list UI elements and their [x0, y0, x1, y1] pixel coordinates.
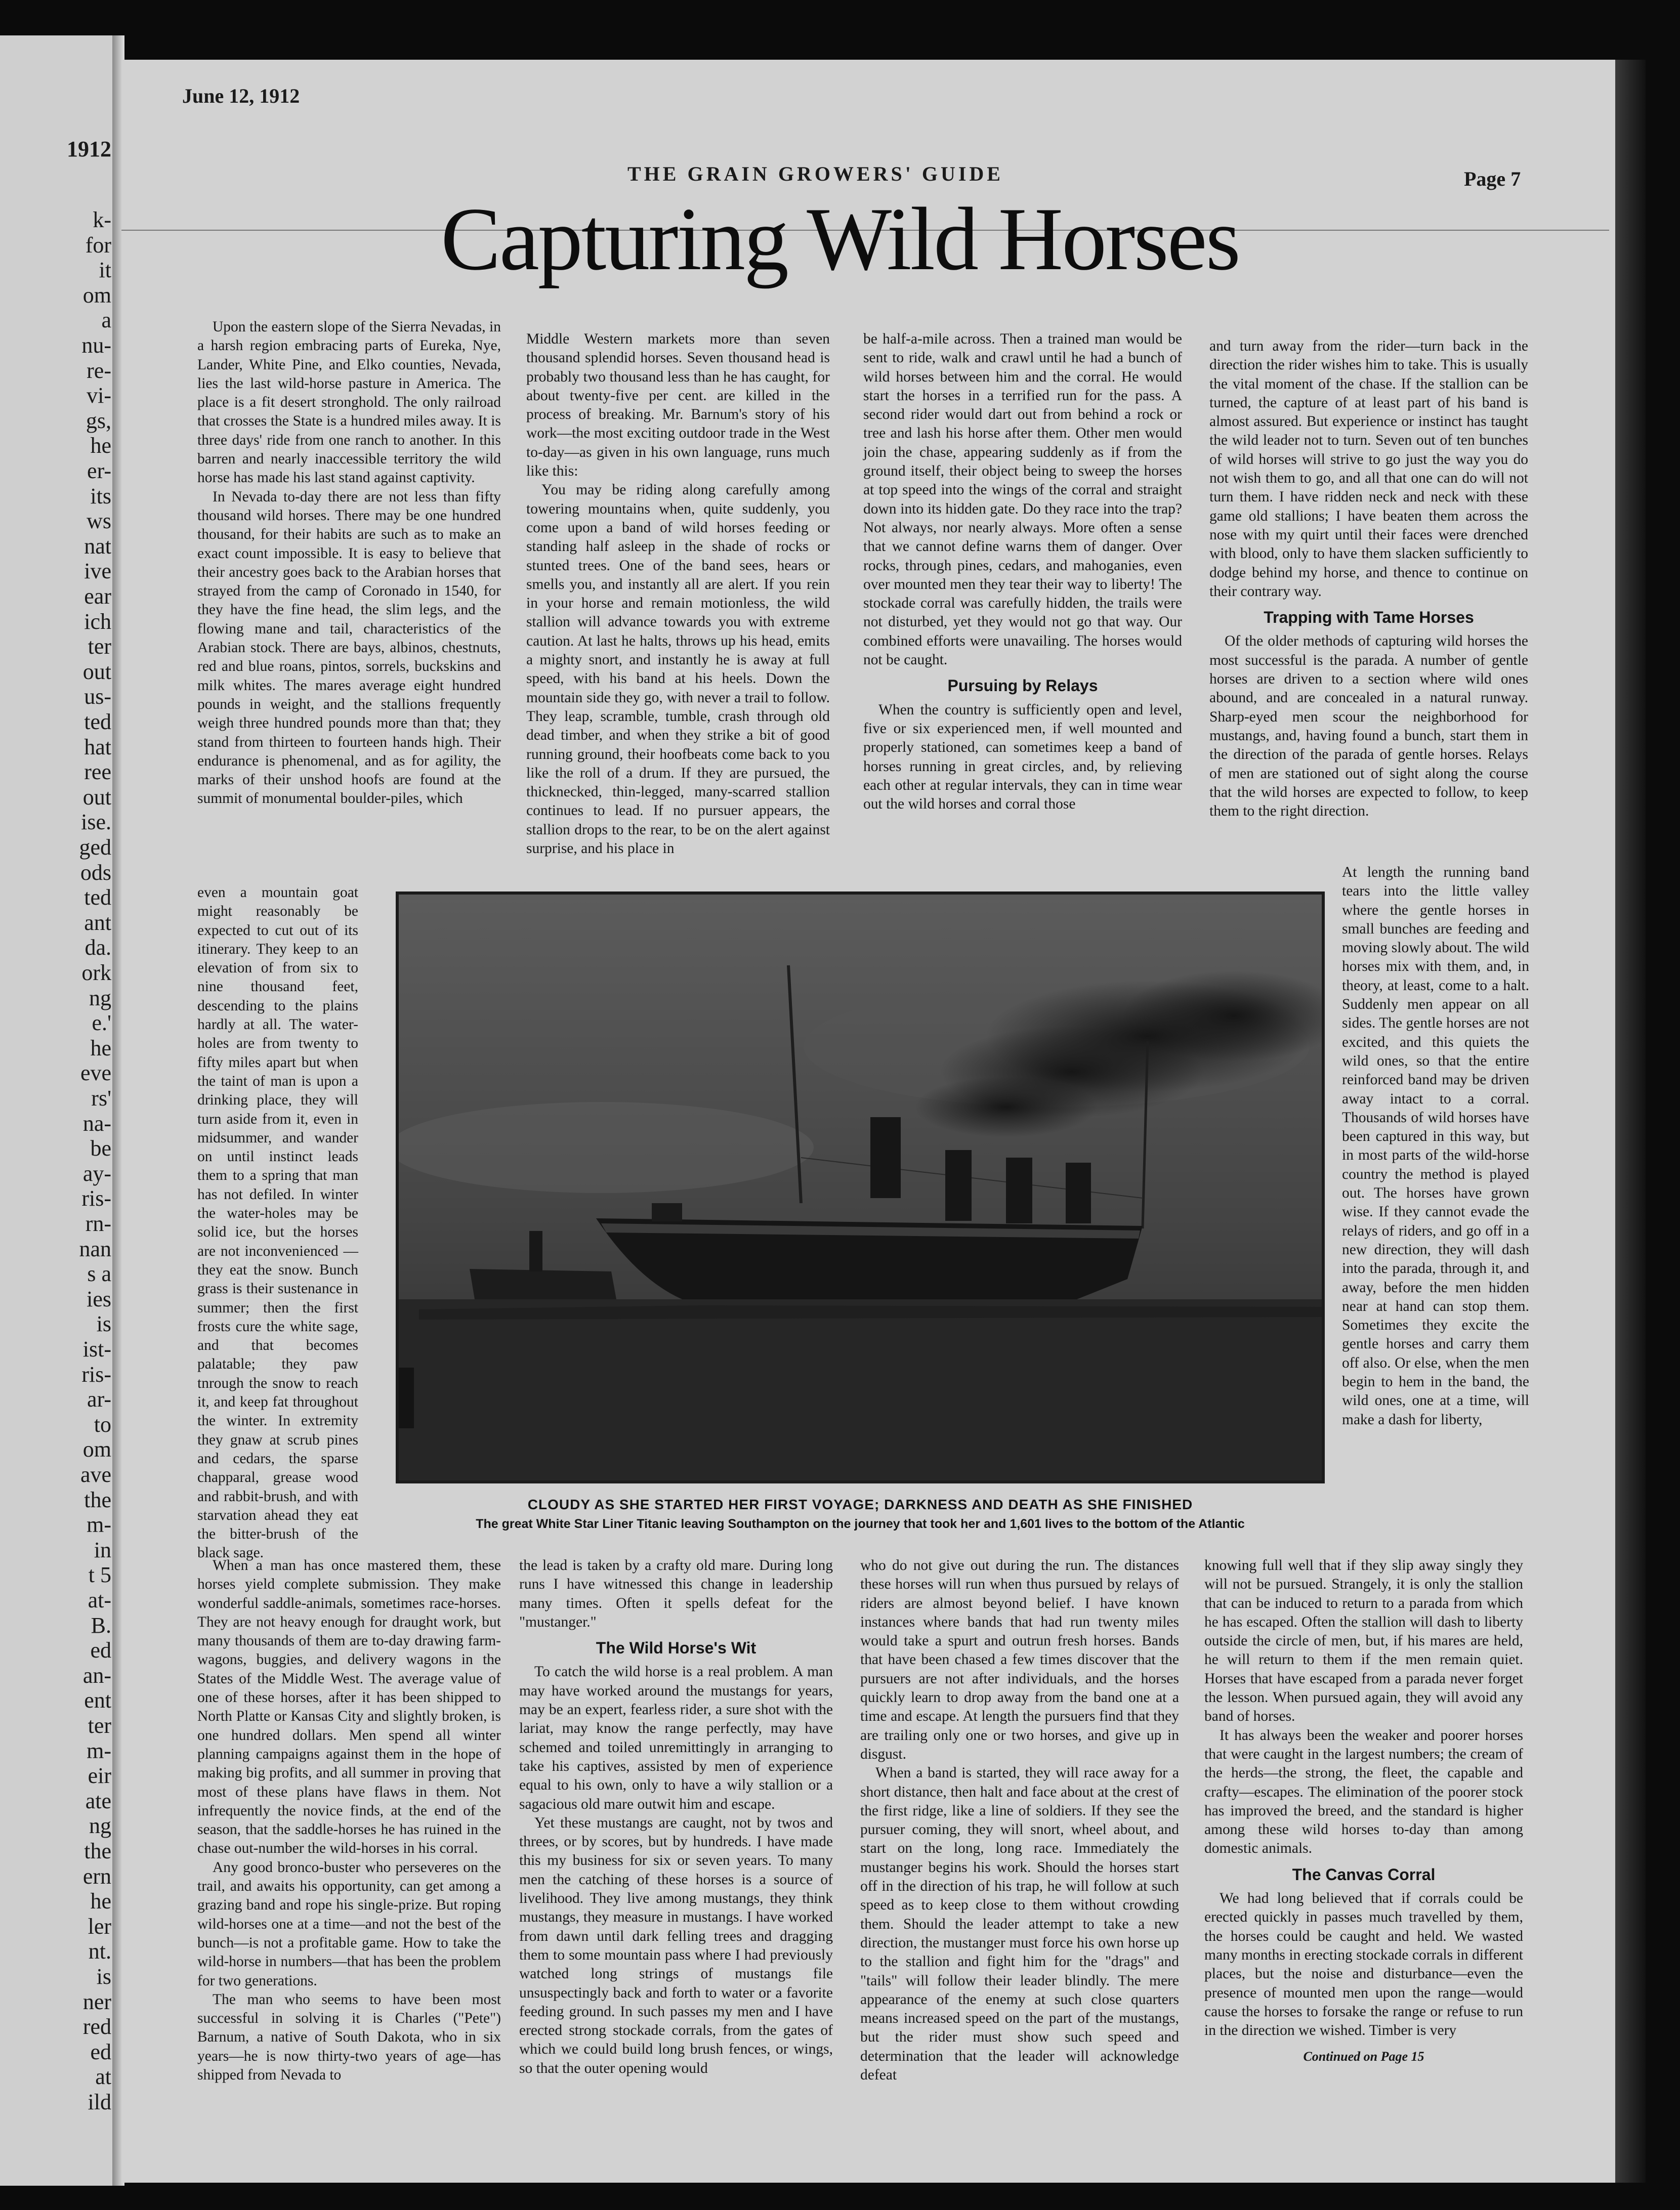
column-1-bottom [197, 1556, 501, 2085]
adjacent-page-fragment: om [82, 1437, 111, 1462]
adjacent-page-fragment: the [84, 1839, 111, 1863]
adjacent-page-fragment: he [90, 433, 111, 458]
page-number: Page 7 [1464, 167, 1521, 190]
adjacent-page-fragment: be [90, 1136, 111, 1161]
adjacent-page-fragment: ris- [81, 1186, 111, 1211]
titanic-photo [396, 891, 1325, 1483]
column-2-bottom [519, 1556, 833, 2078]
adjacent-page-fragment: ged [79, 835, 111, 860]
adjacent-page-fragment: rn- [85, 1211, 111, 1236]
adjacent-page-fragment: is [96, 1964, 111, 1989]
adjacent-page-fragment: na- [82, 1111, 111, 1136]
adjacent-page-fragment: ted [84, 885, 111, 910]
paragraph: The man who seems to have been most successful in solving it is Charles ("Pete") Barnum, a native of South Dakota, who in six years—he is now thirty-two years of age—has shipped from Nevada to [197, 1991, 501, 2084]
paragraph: When a band is started, they will race away for a short distance, then halt and face about at the crest of the first ridge, like a line of soldiers. If they see the pursuer coming, they will snort, wheel about, and start on the long, long race. Immediately the mustanger begins his work. Should the horses start off in the direction of his trap, he will follow at such speed as to keep close to them without crowding them. Should the leader attempt to take a new direction, the mustanger must force his own horse up to the stallion and fight him for the "drags" and "tails" will follow their leader blindly. The mere appearance of the enemy at such close quarters means increased speed on the part of the mustangs, but the rider must show such speed and determination that the leader will acknowledge defeat [860, 1765, 1179, 2084]
adjacent-page-fragment: ich [84, 609, 111, 634]
adjacent-page-fragment: eir [88, 1763, 111, 1789]
adjacent-page-fragment: ods [80, 860, 111, 885]
paragraph: Middle Western markets more than seven thousand splendid horses. Seven thousand head is probably two thousand less than he has caught, for about twenty-five per cent. are killed in the process of breaking. Mr. Barnum's story of his work—the most exciting outdoor trade in the West to-day—as given in his own language, runs much like this: [526, 331, 830, 480]
adjacent-page-fragment: ies [87, 1286, 111, 1311]
adjacent-page-fragment: ws [87, 508, 111, 534]
adjacent-page-fragment: a [101, 308, 111, 333]
adjacent-page-fragment: ern [82, 1863, 111, 1889]
column-1-top [197, 318, 501, 809]
adjacent-page-fragment: it [99, 258, 111, 283]
adjacent-page-fragment: om [82, 282, 111, 308]
adjacent-page-fragment: m- [87, 1512, 111, 1538]
adjacent-page-fragment: ng [89, 1813, 111, 1839]
paragraph: At length the running band tears into the little valley where the gentle horses in small bunches are feeding and moving slowly about. The wild horses mix with them, and, in theory, at least, come to a halt. Suddenly men appear on all sides. The gentle horses are not excited, and this quiets the wild ones, so that the entire reinforced band may be driven away intact to a corral. Thousands of wild horses have been captured in this way, but in most parts of the wild-horse country the method is played out. The horses have grown wise. If they cannot evade the relays of riders, and go off in a new direction, they will dash into the parada, through it, and away, before the men hidden near at hand can stop them. Sometimes they excite the gentle horses and carry them off also. Or else, when the men begin to hem in the band, the wild ones, one at a time, will make a dash for liberty, [1342, 864, 1529, 1428]
adjacent-page-strip [0, 35, 116, 2186]
adjacent-page-fragment: ist- [82, 1337, 111, 1362]
paragraph: In Nevada to-day there are not less than fifty thousand wild horses. There may be one hundred thousand, for their habits are such as to make an exact count impossible. It is easy to believe that their ancestry goes back to the Arabian horses that strayed from the camp of Coronado in 1540, for they have the fine head, the slim legs, and the flowing mane and tail, characteristics of the Arabian stock. There are bays, albinos, chestnuts, red and blue roans, pintos, sorrels, buckskins and milk whites. The mares average eight hundred pounds in weight, and the stallions frequently weigh three hundred pounds more than that; they stand from thirteen to fourteen hands high. Their endurance is phenomenal, and as for agility, the marks of their unshod hoofs are found at the summit of monumental boulder-piles, which [197, 488, 501, 807]
adjacent-page-fragment: gs, [86, 408, 111, 433]
adjacent-page-fragment: he [90, 1889, 111, 1914]
adjacent-page-fragment: at [95, 2064, 111, 2090]
adjacent-page-fragment: ent [84, 1688, 111, 1713]
subheading: Pursuing by Relays [947, 676, 1098, 695]
adjacent-page-fragment: ris- [81, 1362, 111, 1387]
adjacent-page-fragment: ork [81, 960, 111, 985]
adjacent-page-fragment: k- [93, 207, 111, 232]
paragraph: and turn away from the rider—turn back in the direction the rider wishes him to take. This is usually the vital moment of the chase. If the stallion can be turned, the capture of at least part of his band is almost assured. But experience or instinct has taught the wild leader not to turn. Seven out of ten bunches of wild horses will strive to go just the way you do not wish them to go, and all that one can do will not turn them. I have ridden neck and neck with these game old stallions; I have beaten them across the nose with my quirt until their faces were drenched with blood, only to have them slacken sufficiently to dodge behind my horse, and thence to continue on their contrary way. [1209, 338, 1528, 600]
photo-caption-text: The great White Star Liner Titanic leaving Southampton on the journey that took her and 1,601 lives to the bottom of the Atlantic [476, 1517, 1245, 1531]
photo-caption-title: CLOUDY AS SHE STARTED HER FIRST VOYAGE; DARKNESS AND DEATH AS SHE FINISHED [527, 1497, 1193, 1512]
titanic-ship-illustration [399, 895, 1322, 1480]
adjacent-page-fragment: out [82, 784, 111, 810]
adjacent-page-fragment: its [90, 483, 111, 508]
adjacent-page-fragment: hat [84, 734, 111, 759]
subheading: The Wild Horse's Wit [596, 1639, 757, 1658]
adjacent-page-fragment: ree [84, 759, 111, 785]
article-title: Capturing Wild Horses [441, 189, 1239, 289]
adjacent-page-fragment: red [82, 2014, 111, 2039]
adjacent-page-fragment: ant [84, 910, 111, 935]
adjacent-page-fragment: vi- [87, 383, 111, 408]
adjacent-page-fragment: an- [82, 1663, 111, 1688]
paragraph: We had long believed that if corrals could be erected quickly in passes much travelled by them, the horses could be caught and held. We wasted many months in erecting stockade corrals in different places, but the noise and disturbance—even the presence of mounted men upon the range—would cause the horses to forsake the range or refuse to run in the direction we wished. Timber is very [1204, 1890, 1523, 2039]
paragraph: To catch the wild horse is a real problem. A man may have worked around the mustangs for years, may be an expert, fearless rider, a sure shot with the lariat, may know the range perfectly, may have schemed and toiled unremittingly in arranging to take his captives, assisted by men of experience equal to his own, only to have a wily stallion or a sagacious old mare outwit him and escape. [519, 1664, 833, 1812]
paragraph: the lead is taken by a crafty old mare. During long runs I have witnessed this change in leadership many times. Often it spells defeat for the "mustanger." [519, 1557, 833, 1630]
adjacent-page-fragment: ise. [81, 810, 111, 835]
adjacent-page-fragment: he [90, 1035, 111, 1060]
adjacent-page-fragment: ave [80, 1462, 111, 1487]
adjacent-page-fragment: ar- [87, 1387, 111, 1412]
adjacent-page-fragment: is [96, 1311, 111, 1337]
masthead: THE GRAIN GROWERS' GUIDE [627, 162, 1003, 185]
adjacent-page-fragment: eve [80, 1060, 111, 1086]
adjacent-page-fragment: ter [88, 634, 111, 659]
adjacent-page-year: 1912 [67, 137, 111, 161]
adjacent-page-fragment: to [94, 1412, 111, 1437]
adjacent-page-fragment: nt. [88, 1939, 111, 1964]
adjacent-page-fragment: nat [84, 533, 111, 559]
adjacent-page-fragment: ild [88, 2090, 111, 2114]
adjacent-page-fragment: the [84, 1487, 111, 1512]
adjacent-page-fragment: ler [88, 1914, 111, 1939]
adjacent-page-fragment: m- [87, 1738, 111, 1763]
paragraph: even a mountain goat might reasonably be expected to cut out of its itinerary. They keep to an elevation of from six to nine thousand feet, descending to the plains hardly at all. The water-holes are from twenty to fifty miles apart but when the taint of man is upon a drinking place, they will turn aside from it, even in midsummer, and wander on until instinct leads them to a spring that man has not defiled. In winter the water-holes may be solid ice, but the horses are not inconvenienced — they eat the snow. Bunch grass is their sustenance in summer; then the first frosts cure the white sage, and that becomes palatable; they paw tnrough the snow to reach it, and keep fat throughout the winter. In extremity they gnaw at scrub pines and cedars, the sparse chapparal, grease wood and rabbit-brush, and with starvation ahead they eat the bitter-brush of the black sage. [197, 884, 358, 1561]
adjacent-page-fragment: s a [87, 1261, 111, 1287]
column-4-bottom [1204, 1556, 1523, 2066]
adjacent-page-fragment: er- [87, 458, 111, 483]
adjacent-page-fragment: ive [84, 559, 111, 584]
column-3-top [863, 330, 1182, 814]
adjacent-page-fragment: for [85, 232, 111, 258]
adjacent-page-fragment: ng [89, 985, 111, 1010]
adjacent-page-fragment: ed [90, 2039, 111, 2064]
adjacent-page-fragment: at- [88, 1588, 111, 1612]
subheading: The Canvas Corral [1292, 1865, 1436, 1884]
paragraph: When the country is sufficiently open and level, five or six experienced men, if well mounted and properly stationed, can sometimes keep a band of horses running in great circles, and, by relieving each other at regular intervals, they can in time wear out the wild horses and corral those [863, 701, 1182, 813]
continued-notice: Continued on Page 15 [1303, 2049, 1424, 2064]
adjacent-page-fragment: ay- [82, 1161, 111, 1186]
paragraph: Yet these mustangs are caught, not by twos and threes, or by scores, but by hundreds. I have made this my business for six or seven years. To many men the catching of these horses is a source of livelihood. They live among mustangs, they think mustangs, they measure in mustangs. I have worked from dawn until dark felling trees and dragging them to some mountain pass where I had previously watched long strings of mustangs file unsuspectingly back and forth to water or a favorite feeding ground. In such passes my men and I have erected strong stockade corrals, from the gates of which we could build long brush fences, or wings, so that the outer opening would [519, 1814, 833, 2076]
paragraph: Upon the eastern slope of the Sierra Nevadas, in a harsh region embracing parts of Eureka, Nye, Lander, White Pine, and Elko counties, Nevada, lies the last wild-horse pasture in America. The place is a fit desert stronghold. The only railroad that crosses the State is a hundred miles away. It is three days' ride from one ranch to another. In this barren and nearly inaccessible territory the wild horse has made his last stand against captivity. [197, 319, 501, 486]
paragraph: knowing full well that if they slip away singly they will not be pursued. Strangely, it is only the stallion that can be induced to return to a parada from which he has escaped. Often the stallion will dash to liberty outside the circle of men, but, if his mares are held, he will return to them if the men remain quiet. Horses that have escaped from a parada never forget the lesson. When pursued again, they will avoid any band of horses. [1204, 1557, 1523, 1725]
adjacent-page-fragment: ted [84, 709, 111, 734]
column-2-top [526, 330, 830, 858]
adjacent-page-fragment: B. [91, 1612, 111, 1638]
paragraph: You may be riding along carefully among towering mountains when, quite suddenly, you come upon a band of wild horses feeding or standing half asleep in the shade of rocks or stunted trees. One of the band sees, hears or smells you, and instantly all are alert. If you rein in your horse and remain motionless, the wild stallion will advance towards you with extreme caution. At last he halts, throws up his head, emits a mighty snort, and instantly he is away at full speed, with his band at his heels. Down the mountain side they go, with never a trail to follow. They leap, scramble, tumble, crash through old dead timber, and when they strike a bit of good running ground, their hoofbeats come back to you like the roll of a drum. If they are pursued, the thicknecked, thin-legged, many-scarred stallion continues to lead. If no pursuer appears, the stallion drops to the rear, to be on the alert against surprise, and his place in [526, 482, 830, 857]
adjacent-page-fragment: us- [84, 684, 111, 709]
adjacent-page-fragment: out [82, 659, 111, 684]
paragraph: Any good bronco-buster who perseveres on the trail, and awaits his opportunity, can get among a grazing band and rope his single-prize. But roping wild-horses one at a time—and not the best of the bunch—is not a profitable game. How to take the wild-horse in numbers—that has been the problem for two generations. [197, 1859, 501, 1989]
issue-date: June 12, 1912 [182, 84, 300, 107]
adjacent-page-fragment: nu- [81, 333, 111, 358]
paragraph: be half-a-mile across. Then a trained man would be sent to ride, walk and crawl until he had a bunch of wild horses between him and the corral. He would start the horses in a terrified run for the pass. A second rider would dart out from behind a rock or tree and lash his horse after them. Other men would join the chase, appearing suddenly as if from the ground itself, their object being to sweep the horses at top speed into the wings of the corral and straight down into its hidden gate. Do they race into the trap? Not always, nor nearly always. More often a sense that we cannot define warns them of danger. Over rocks, through pines, cedars, and mahoganies, even over mounted men they tear their way to liberty! The stockade corral was carefully hidden, the trails were not disturbed, yet they would not go that way. Our combined efforts were unavailing. The horses would not be caught. [863, 331, 1182, 668]
paragraph: When a man has once mastered them, these horses yield complete submission. They make wonderful saddle-animals, sometimes race-horses. They are not heavy enough for draught work, but many thousands of them are to-day drawing farm-wagons, buggies, and delivery wagons in the States of the Middle West. The average value of one of these horses, after it has been shipped to North Platte or Kansas City and slightly broken, is one hundred dollars. Men spend all winter planning campaigns against them in the hope of making big profits, and all summer in proving that most of these plans have flaws in them. Not infrequently the novice finds, at the end of the season, that the saddle-horses he has ruined in the chase out-number the wild-horses in his corral. [197, 1557, 501, 1857]
paragraph: Of the older methods of capturing wild horses the most successful is the parada. A number of gentle horses are driven to a section where wild ones abound, and are concealed in a natural runway. Sharp-eyed men scour the neighborhood for mustangs, and, having found a bunch, start them in the direction of the parada of gentle horses. Relays of men are stationed out of sight along the course that the wild horses are expected to follow, to keep them to the right direction. [1209, 633, 1528, 820]
adjacent-page-fragment: nan [79, 1236, 111, 1261]
adjacent-page-fragment: in [94, 1537, 111, 1562]
paragraph: It has always been the weaker and poorer horses that were caught in the largest numbers; the cream of the herds—the strong, the fleet, the capable and crafty—escapes. The elimination of the poorer stock has improved the breed, and the standard is higher among these wild horses to-day than among domestic animals. [1204, 1727, 1523, 1857]
adjacent-page-fragment: da. [85, 935, 111, 960]
column-4-top [1209, 337, 1528, 821]
adjacent-page-fragment: ate [85, 1788, 111, 1813]
paragraph: who do not give out during the run. The distances these horses will run when thus pursued by relays of riders are almost beyond belief. I have known instances where bands that had run twenty miles would take a spurt and outrun fresh horses. Bands that have been chased a few times discover that the pursuers are not after individuals, and the horses quickly learn to drop away from the band one at a time and escape. At length the pursuers find that they are trailing only one or two horses, and give up in disgust. [860, 1557, 1179, 1762]
adjacent-page-fragment: re- [87, 358, 111, 383]
page-right-edge [1615, 60, 1646, 2183]
adjacent-page-fragment: ner [82, 1989, 111, 2014]
adjacent-page-fragment: t 5 [88, 1562, 111, 1588]
adjacent-page-fragment: e.' [92, 1010, 111, 1036]
column-4-narrow [1342, 863, 1529, 1429]
column-3-bottom [860, 1556, 1179, 2085]
adjacent-page-fragment: ed [90, 1638, 111, 1663]
adjacent-page-fragment: ter [88, 1713, 111, 1738]
subheading: Trapping with Tame Horses [1264, 608, 1474, 627]
adjacent-page-fragment: rs' [91, 1086, 111, 1111]
adjacent-page-fragment: ear [84, 584, 111, 609]
column-1-narrow [197, 883, 358, 1563]
